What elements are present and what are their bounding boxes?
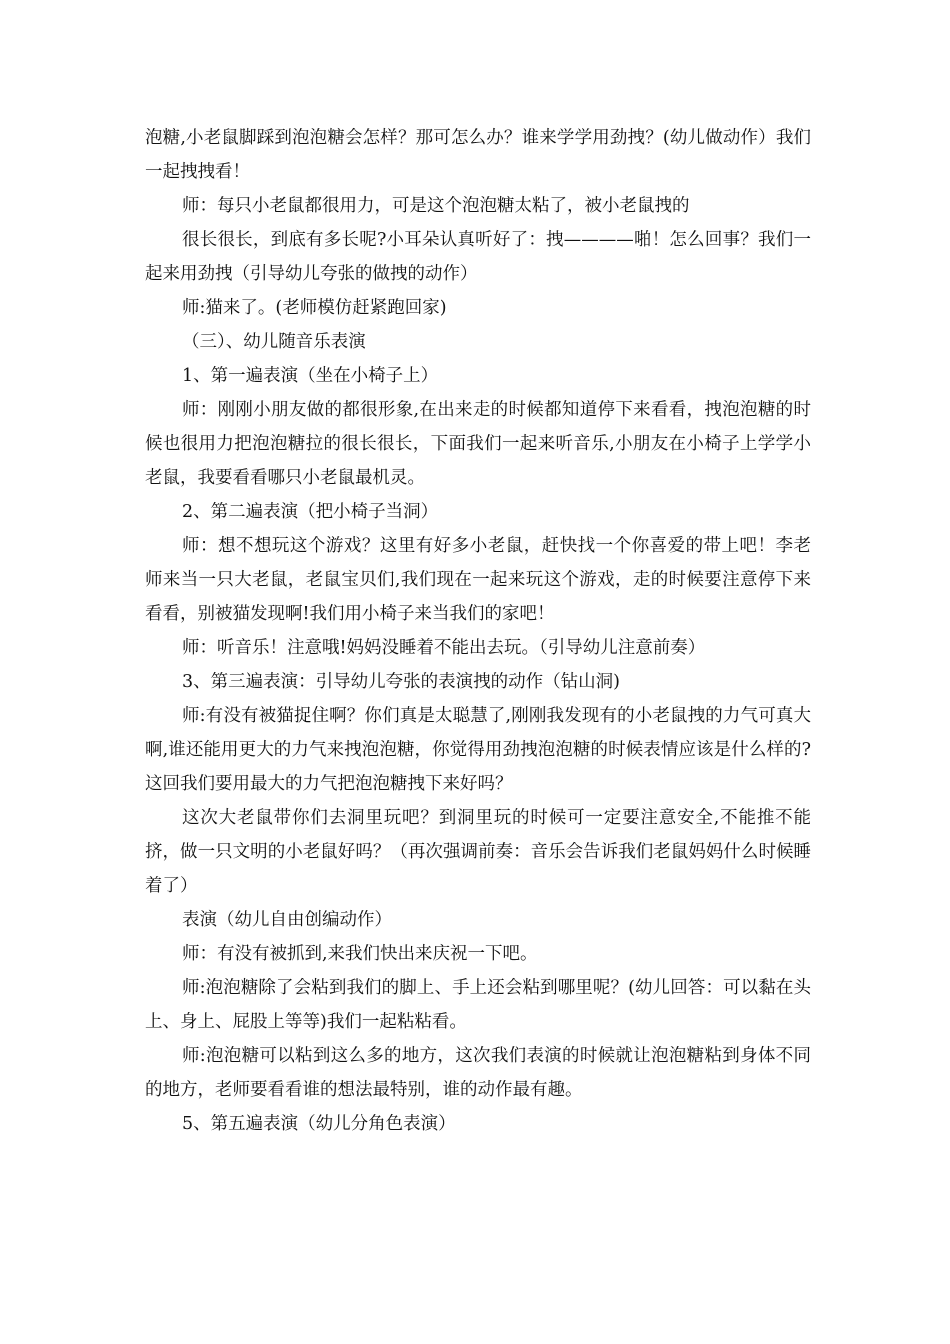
step-heading-5: 5、第五遍表演（幼儿分角色表演）: [182, 1114, 456, 1134]
paragraph-3: 很长很长，到底有多长呢?小耳朵认真听好了：拽————啪！怎么回事？我们一起来用劲拽（引导幼儿夸张的做拽的动作）: [145, 230, 811, 284]
paragraph-16: 师:泡泡糖除了会粘到我们的脚上、手上还会粘到哪里呢？(幼儿回答：可以黏在头上、身上、屁股上等等)我们一起粘粘看。: [145, 978, 811, 1032]
paragraph-13: 这次大老鼠带你们去洞里玩吧？到洞里玩的时候可一定要注意安全,不能推不能挤，做一只文明的小老鼠好吗？（再次强调前奏：音乐会告诉我们老鼠妈妈什么时候睡着了）: [145, 808, 811, 896]
paragraph-1: 泡糖,小老鼠脚踩到泡泡糖会怎样？那可怎么办？谁来学学用劲拽？(幼儿做动作）我们一起拽拽看！: [145, 128, 811, 182]
paragraph-7: 师：刚刚小朋友做的都很形象,在出来走的时候都知道停下来看看，拽泡泡糖的时候也很用力把泡泡糖拉的很长很长，下面我们一起来听音乐,小朋友在小椅子上学学小老鼠，我要看看哪只小老鼠最机灵。: [145, 400, 811, 488]
paragraph-9: 师：想不想玩这个游戏？这里有好多小老鼠，赶快找一个你喜爱的带上吧！李老师来当一只大老鼠，老鼠宝贝们,我们现在一起来玩这个游戏，走的时候要注意停下来看看，别被猫发现啊!我们用小椅子来当我们的家吧！: [145, 536, 811, 624]
document-body: [145, 121, 811, 1141]
paragraph-14: 表演（幼儿自由创编动作）: [182, 910, 392, 930]
step-heading-1: 1、第一遍表演（坐在小椅子上）: [182, 366, 439, 386]
paragraph-17: 师:泡泡糖可以粘到这么多的地方，这次我们表演的时候就让泡泡糖粘到身体不同的地方，老师要看看谁的想法最特别，谁的动作最有趣。: [145, 1046, 811, 1100]
step-heading-2: 2、第二遍表演（把小椅子当洞）: [182, 502, 439, 522]
paragraph-2: 师：每只小老鼠都很用力，可是这个泡泡糖太粘了，被小老鼠拽的: [182, 196, 690, 216]
paragraph-10: 师：听音乐！注意哦!妈妈没睡着不能出去玩。（引导幼儿注意前奏）: [182, 638, 706, 658]
paragraph-4: 师:猫来了。(老师模仿赶紧跑回家): [182, 298, 447, 318]
paragraph-15: 师：有没有被抓到,来我们快出来庆祝一下吧。: [182, 944, 538, 964]
step-heading-3: 3、第三遍表演：引导幼儿夸张的表演拽的动作（钻山洞): [182, 672, 620, 692]
paragraph-12: 师:有没有被猫捉住啊？你们真是太聪慧了,刚刚我发现有的小老鼠拽的力气可真大啊,谁还能用更大的力气来拽泡泡糖，你觉得用劲拽泡泡糖的时候表情应该是什么样的?这回我们要用最大的力气把泡泡糖拽下来好吗？: [145, 706, 811, 794]
section-heading-3: （三）、幼儿随音乐表演: [182, 332, 366, 352]
